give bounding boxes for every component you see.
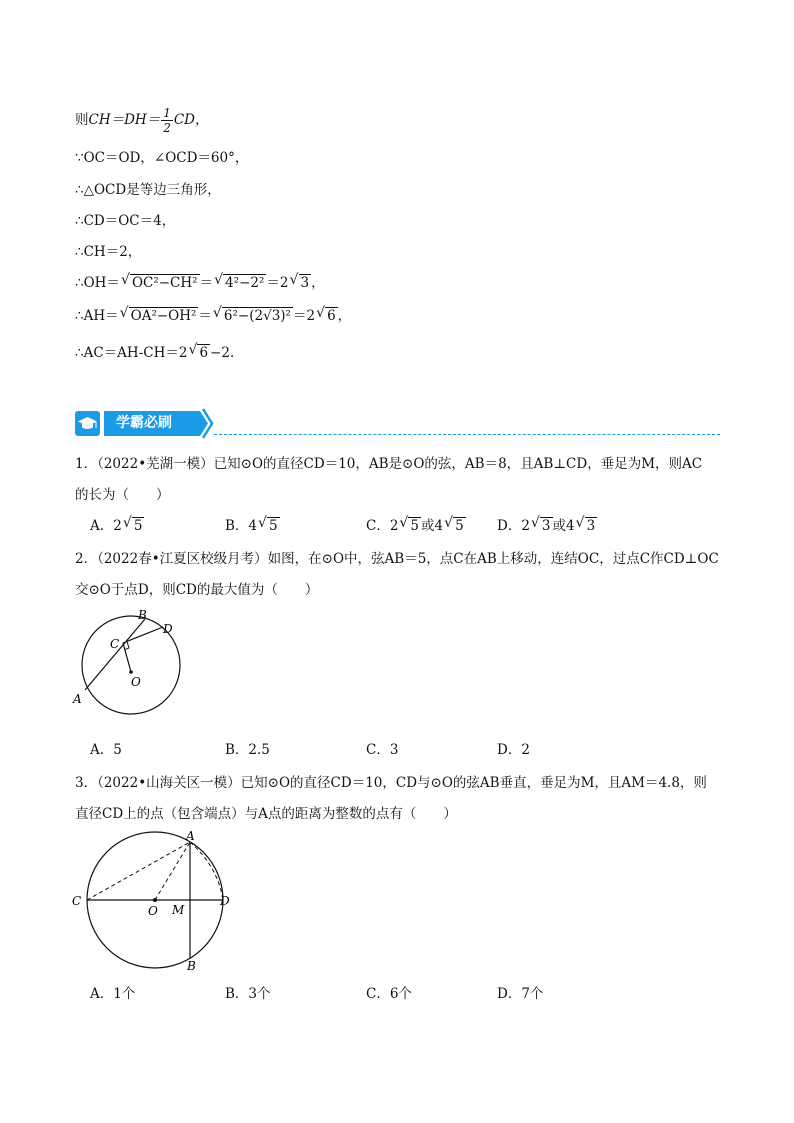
q1-stem-line-1: 1．（2022•芜湖一模）已知⊙O的直径CD＝10，AB是⊙O的弦，AB＝8，且AB⊥CD，垂足为M，则AC — [75, 456, 703, 472]
q3-stem-line-2: 直径CD上的点（包含端点）与A点的距离为整数的点有（ ） — [75, 806, 457, 822]
q2-label-a: A — [73, 692, 82, 706]
q1-option-b[interactable]: B．4√ 5 — [225, 514, 280, 534]
banner-chevron-icon — [197, 408, 215, 439]
solution-line-5: ∴CH＝2， — [75, 244, 142, 260]
q3-label-d: D — [220, 894, 230, 908]
sqrt-4-2: √ 4²−2² — [223, 274, 266, 291]
q3-stem-line-1: 3．（2022•山海关区一模）已知⊙O的直径CD＝10，CD与⊙O的弦AB垂直，垂足为M，且AM＝4.8，则 — [75, 775, 707, 791]
q2-figure — [68, 605, 188, 725]
q2-segment-cd — [123, 627, 163, 643]
q3-option-a[interactable]: A．1个 — [90, 986, 136, 1002]
solution-line-3: ∴△OCD是等边三角形， — [75, 182, 221, 198]
solution-line-4: ∴CD＝OC＝4， — [75, 213, 176, 229]
q2-label-d: D — [163, 622, 173, 636]
sqrt-oc-ch: √ OC²−CH² — [130, 274, 200, 291]
q3-dashed-oa — [155, 842, 190, 900]
solution-line-7: ∴AH＝√ OA²−OH² ＝√ 6²−(2√3)² ＝2√ 6 ， — [75, 304, 351, 324]
q3-label-o: O — [148, 904, 158, 918]
q3-label-m: M — [172, 903, 185, 917]
q1-option-c[interactable]: C．2√ 5 或4√ 5 — [366, 514, 466, 534]
q3-label-a: A — [186, 829, 195, 843]
q1-option-d[interactable]: D．2√ 3 或4√ 3 — [497, 514, 597, 534]
q2-option-c[interactable]: C．3 — [366, 742, 399, 758]
q3-figure — [68, 827, 238, 972]
q2-option-a[interactable]: A．5 — [90, 742, 122, 758]
sqrt-6-2r3: √ 6²−(2√3)² — [222, 307, 293, 324]
q2-stem-line-2: 交⊙O于点D，则CD的最大值为（ ） — [75, 582, 319, 598]
section-icon-box — [75, 411, 100, 436]
q3-label-b: B — [187, 959, 196, 972]
solution-line-8: ∴AC＝AH-CH＝2√ 6 −2． — [75, 341, 243, 361]
q3-dashed-ca — [87, 842, 190, 900]
solution-line-1: 则CH＝DH＝ $\frac{1}{2}$ CD， — [75, 106, 209, 135]
sqrt-6: √ 6 — [325, 307, 338, 324]
q1-stem-line-2: 的长为（ ） — [75, 487, 170, 503]
q3-center-dot — [153, 898, 157, 902]
section-title: 学霸必刷 — [104, 411, 200, 436]
q2-label-b: B — [138, 608, 147, 622]
q2-label-c: C — [110, 637, 120, 651]
sqrt-3: √ 3 — [299, 274, 312, 291]
q2-stem-line-1: 2．（2022春•江夏区校级月考）如图，在⊙O中，弦AB＝5，点C在AB上移动，连结OC，过点C作CD⊥OC — [75, 551, 719, 567]
q3-label-c: C — [72, 894, 82, 908]
q2-option-d[interactable]: D．2 — [497, 742, 530, 758]
section-divider — [214, 434, 720, 435]
q2-option-b[interactable]: B．2.5 — [225, 742, 270, 758]
solution-line-6: ∴OH＝√ OC²−CH² ＝√ 4²−2² ＝2√ 3 ， — [75, 271, 325, 291]
fraction-half: $\frac{1}{2}$ — [163, 106, 171, 135]
q2-label-o: O — [131, 675, 141, 689]
q3-option-b[interactable]: B．3个 — [225, 986, 271, 1002]
q2-segment-oc — [123, 643, 131, 672]
graduation-cap-icon — [75, 411, 100, 436]
sqrt-oa-oh: √ OA²−OH² — [129, 307, 199, 324]
q3-option-c[interactable]: C．6个 — [366, 986, 412, 1002]
q1-option-a[interactable]: A．2√ 5 — [90, 514, 144, 534]
sqrt-6-b: √ 6 — [197, 344, 210, 361]
solution-line-2: ∵OC＝OD，∠OCD＝60°， — [75, 150, 249, 166]
q2-center-dot — [129, 670, 133, 674]
q3-dashed-ad — [190, 842, 223, 900]
q3-option-d[interactable]: D．7个 — [497, 986, 544, 1002]
